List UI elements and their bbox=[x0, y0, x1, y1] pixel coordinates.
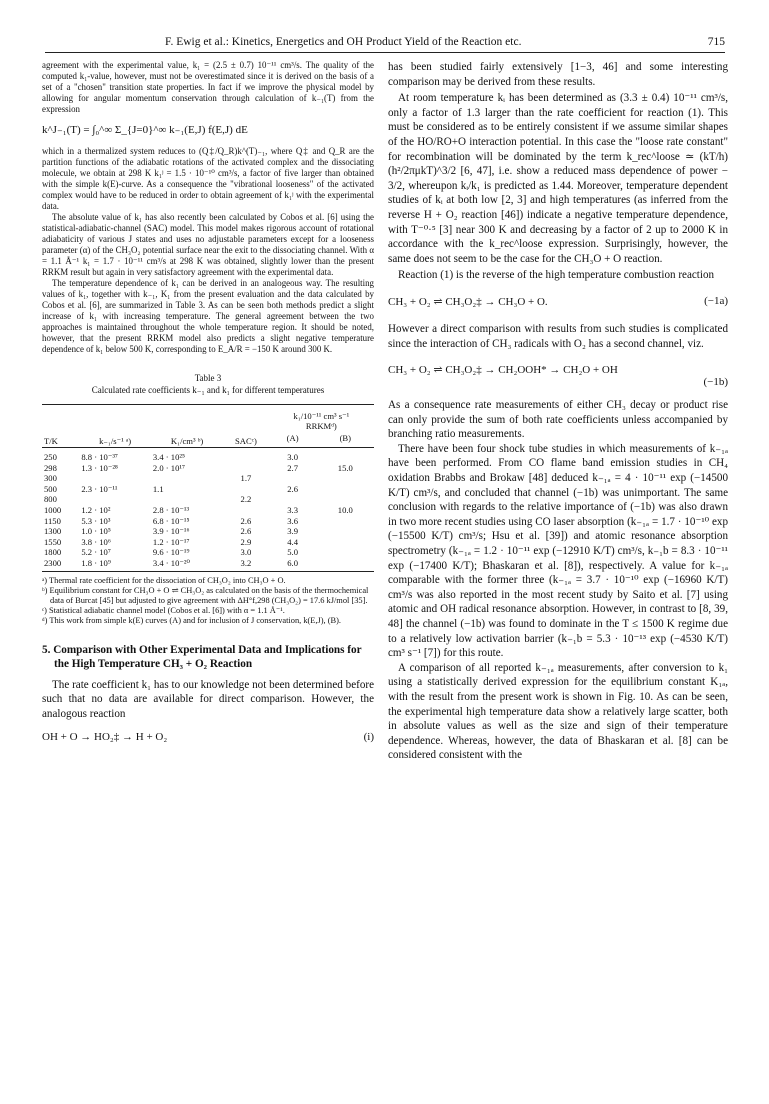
col-header-k1-group bbox=[269, 405, 374, 433]
table-row bbox=[42, 463, 374, 474]
cell-K1: 6.8 · 10⁻¹⁵ bbox=[152, 515, 190, 526]
k1-group-label: k₁/10⁻¹¹ cm³ s⁻¹ bbox=[293, 411, 350, 421]
equation-i bbox=[42, 731, 374, 743]
cell-K1: 2.8 · 10⁻¹³ bbox=[152, 504, 190, 515]
cell-SAC bbox=[223, 484, 268, 495]
cell-km1: 1.2 · 10² bbox=[81, 504, 111, 515]
cell-B bbox=[317, 526, 374, 537]
table-row bbox=[42, 452, 374, 463]
page-number: 715 bbox=[707, 36, 725, 48]
cell-K1 bbox=[151, 494, 223, 505]
cell-T: 1150 bbox=[44, 515, 61, 526]
cell-km1 bbox=[79, 494, 151, 505]
equation-1a bbox=[388, 295, 728, 308]
cell-SAC bbox=[223, 505, 268, 516]
left-paragraph-4: The temperature dependence of k₁ can be derived in an analogeous way. The resulting values of k₁, together with k₋₁, K₁ from the present evaluation and the data calculated by Cobos et al. [6], are summarized in Table 3. As can be seen both methods predict a slight increase of k₁ with increasing temperature. The general agreement between the two approaches is maintained throughout the whole temperature region. It should be noted, however, that the present RRKM model also predicts a slight negative temperature dependence of k₁ below 500 K, corresponding to E_A/R = −150 K around 300 K. bbox=[42, 278, 374, 354]
cell-km1: 1.3 · 10⁻²⁸ bbox=[81, 462, 118, 473]
cell-K1 bbox=[151, 473, 223, 484]
left-paragraph-5: The rate coefficient k₁ has to our knowledge not been determined before such that no data are available for direct comparison. However, the analogous reaction bbox=[42, 678, 374, 720]
cell-B bbox=[317, 516, 374, 527]
cell-B bbox=[317, 494, 374, 505]
right-paragraph-3: Reaction (1) is the reverse of the high temperature combustion reaction bbox=[398, 269, 715, 282]
cell-A bbox=[269, 494, 317, 505]
cell-B bbox=[317, 484, 374, 495]
cell-T: 500 bbox=[44, 483, 57, 494]
cell-B bbox=[317, 473, 374, 484]
col-header-km1: k₋₁/s⁻¹ ᵃ) bbox=[79, 405, 151, 448]
cell-B bbox=[317, 452, 374, 463]
right-paragraph-6: There have been four shock tube studies in which measurements of k₋₁ₐ have been performed. From CO flame band emission studies in CH₄ oxidation Brabbs and Brokaw [48] deduced k₋₁ₐ = 4 · 10⁻¹¹ exp (−14500 K/T) cm³/s, and concluded that channel (−1b) was unimportant. The same conclusion with regards to the relative importance of (−1b) was also drawn in two more recent studies using CO laser absorption (k₋₁ₐ = 1.7 · 10⁻¹⁰ exp (−15500 K/T) cm³/s; Hsu et al. [39]) and atomic resonance absorption spectrometry (k₋₁ₐ = 1.2 · 10⁻¹¹ exp (−12910 K/T) cm³/s, k₋₁b = 8.3 · 10⁻¹¹ exp (−17400 K/T); Bhaskaran et al. [8]), respectively. A value for k₋₁ₐ comparable with the former three (k₋₁ₐ = 3.7 · 10⁻¹⁰ exp (−16960 K/T) cm³/s was also reported in the most recent study by Saito et al. [7] using atomic and OH radical resonance absorption. However, in contrast to [8, 39, 48] the channel (−1b) was found to dominate in the T ≤ 1500 K regime due to a relatively low activation barrier (k₋₁b = 5.3 · 10⁻¹³ exp (−4530 K/T) cm³ s⁻¹ [7]) for this route. bbox=[388, 442, 728, 660]
cell-B: 10.0 bbox=[337, 504, 353, 515]
left-paragraph-1: agreement with the experimental value, k₁ = (2.5 ± 0.7) 10⁻¹¹ cm³/s. The quality of the computed k₁-value, however, must not be overestimated since it is derived on the basis of a set of a "chosen" transition state properties. In fact if we improve the physical model by allowing for angular momentum conservation through calculation of k₋₁(T) from the expression bbox=[42, 60, 374, 114]
table-row bbox=[42, 547, 374, 558]
equation-1a-text: CH₃ + O₂ ⇌ CH₃O₂‡ → CH₃O + O. bbox=[388, 295, 548, 308]
table-row bbox=[42, 473, 374, 484]
table-footnotes bbox=[42, 576, 374, 627]
cell-A: 6.0 bbox=[269, 558, 317, 571]
cell-K1: 3.4 · 10⁻²⁰ bbox=[151, 558, 223, 571]
cell-T: 1550 bbox=[44, 536, 62, 547]
equation-i-number: (i) bbox=[363, 731, 374, 744]
footnote-d: ᵈ) This work from simple k(E) curves (A) and for inclusion of J conservation, k(E,J), (B). bbox=[42, 616, 341, 626]
right-paragraph-5: As a consequence rate measurements of either CH₃ decay or product rise can only provide the sum of both rate coefficients unless accompanied by branching ratio measurements. bbox=[388, 399, 728, 441]
cell-SAC bbox=[223, 452, 268, 463]
right-paragraph-1: has been studied fairly extensively [1−3, 46] and some interesting comparison may be derived from these results. bbox=[388, 61, 728, 88]
section-heading: 5. Comparison with Other Experimental Data and Implications for the High Temperature CH₃ + O₂ Reaction bbox=[42, 643, 362, 671]
cell-SAC: 2.6 bbox=[240, 526, 252, 537]
left-column bbox=[42, 60, 374, 751]
cell-A: 3.3 bbox=[287, 504, 298, 515]
cell-K1: 1.2 · 10⁻¹⁷ bbox=[152, 536, 190, 547]
cell-SAC bbox=[223, 463, 268, 474]
cell-A: 3.0 bbox=[287, 452, 298, 462]
right-paragraph-4: However a direct comparison with results from such studies is complicated since the interaction of CH₃ radicals with O₂ has a second channel, viz. bbox=[388, 322, 728, 350]
cell-SAC: 2.2 bbox=[240, 494, 252, 505]
equation-1b-text: CH₃ + O₂ ⇌ CH₃O₂‡ → CH₂OOH* → CH₂O + OH bbox=[388, 364, 618, 377]
col-header-A: (A) bbox=[269, 432, 317, 448]
left-paragraph-3: The absolute value of k₁ has also recently been calculated by Cobos et al. [6] using the statistical-adiabatic-channel (SAC) model. This model makes rigorous account of rotational adiabaticity of various J states and uses no adjustable parameters except for a looseness parameter (α) of the CH₃O₂ potential surface near the exit to the dissociating channel. With α = 1.1 Å⁻¹ k₁ = 1.7 · 10⁻¹¹ cm³/s at 298 K was obtained, slightly lower than the present RRKM result but again in very satisfactory agreement with the experimental data. bbox=[42, 212, 374, 277]
cell-A: 2.6 bbox=[287, 483, 298, 494]
cell-B bbox=[317, 537, 374, 548]
cell-K1: 1.1 bbox=[152, 483, 164, 494]
cell-T: 1000 bbox=[44, 504, 62, 515]
equation-1a-number: (−1a) bbox=[704, 294, 728, 307]
rrkm-label: RRKMᵈ) bbox=[305, 421, 337, 431]
table-row bbox=[42, 516, 374, 527]
cell-km1: 3.8 · 10⁶ bbox=[81, 536, 111, 547]
cell-A: 3.9 bbox=[287, 526, 298, 537]
rate-table-body bbox=[42, 448, 374, 572]
equation-1b-number: (−1b) bbox=[703, 376, 728, 389]
col-header-K1: K₁/cm³ ᵇ) bbox=[151, 405, 223, 448]
cell-T: 300 bbox=[44, 473, 57, 484]
rate-table bbox=[42, 404, 374, 572]
cell-SAC: 2.6 bbox=[240, 515, 252, 526]
table-label: Table 3 bbox=[194, 373, 222, 383]
cell-B bbox=[317, 547, 374, 558]
cell-T: 800 bbox=[44, 494, 57, 505]
cell-K1: 3.4 · 10²⁵ bbox=[152, 452, 185, 462]
cell-K1: 2.0 · 10¹⁷ bbox=[152, 462, 185, 473]
table-caption: Calculated rate coefficients k₋₁ and k₁ for different temperatures bbox=[91, 384, 325, 395]
cell-B: 15.0 bbox=[337, 462, 353, 473]
cell-SAC: 3.0 bbox=[240, 547, 252, 558]
right-column bbox=[388, 60, 728, 763]
equation-1b bbox=[388, 363, 728, 388]
cell-B bbox=[317, 558, 374, 571]
right-paragraph-7: A comparison of all reported k₋₁ₐ measurements, after conversion to k₁ using a statistically derived expression for the equilibrium constant K₁ₐ, with the result from the present work is shown in Fig. 10. As can be seen, the experimental high temperature data show a relatively large scatter, both in absolute values as well as the size and sign of their temperature dependence. Whereas, however, the data of Bhaskaran et al. [8] can be considered consistent with the bbox=[388, 661, 728, 762]
col-header-B: (B) bbox=[317, 432, 374, 448]
cell-T: 1800 bbox=[44, 547, 62, 558]
cell-T: 2300 bbox=[42, 558, 79, 571]
table-row bbox=[42, 505, 374, 516]
cell-km1 bbox=[79, 473, 151, 484]
table-caption-block bbox=[42, 373, 374, 396]
cell-A: 5.0 bbox=[287, 547, 298, 558]
cell-km1: 5.2 · 10⁷ bbox=[81, 547, 111, 558]
cell-SAC: 2.9 bbox=[240, 536, 252, 547]
header-title: F. Ewig et al.: Kinetics, Energetics and OH Product Yield of the Reaction etc. bbox=[165, 36, 522, 48]
cell-A bbox=[269, 473, 317, 484]
table-row bbox=[42, 537, 374, 548]
cell-K1: 9.6 · 10⁻¹⁹ bbox=[152, 547, 190, 558]
footnote-b: ᵇ) Equilibrium constant for CH₃O + O ⇌ CH₃O₂ as calculated on the basis of the thermochemical data of Burcat [45] but adjusted to give agreement with ΔH°f,298 (CH₃O₂) = 17.6 kJ/mol [35]. bbox=[42, 585, 369, 605]
cell-A: 2.7 bbox=[287, 462, 298, 473]
left-paragraph-2: which in a thermalized system reduces to (Q‡/Q_R)k^(T)₋₁, where Q‡ and Q_R are the partition functions of the adiabatic rotations of the activated complex and the dissociating molecule, we obtain at 298 K k₁ʲ = 1.5 · 10⁻¹⁰ cm³/s, a factor of five larger than obtained with the simple k(E)-curve. As a consequence the "vibrational looseness" of the activated complex would have to be reduced in order to obtain agreement of k₁ʲ with the experimental data. bbox=[42, 146, 374, 211]
equation-i-text: OH + O → HO₂‡ → H + O₂ bbox=[42, 731, 168, 744]
table-row bbox=[42, 526, 374, 537]
cell-SAC: 3.2 bbox=[223, 558, 268, 571]
cell-K1: 3.9 · 10⁻¹⁶ bbox=[152, 526, 190, 537]
col-header-T: T/K bbox=[42, 405, 79, 448]
cell-T: 298 bbox=[44, 462, 57, 473]
footnote-a: ᵃ) Thermal rate coefficient for the dissociation of CH₃O₂ into CH₃O + O. bbox=[42, 575, 286, 585]
cell-km1: 1.8 · 10⁹ bbox=[79, 558, 151, 571]
cell-T: 1300 bbox=[44, 526, 62, 537]
footnote-c: ᶜ) Statistical adiabatic channel model (Cobos et al. [6]) with α = 1.1 Å⁻¹. bbox=[42, 606, 285, 616]
cell-km1: 5.3 · 10³ bbox=[81, 515, 111, 526]
cell-km1: 2.3 · 10⁻¹¹ bbox=[81, 483, 118, 494]
table-row bbox=[42, 558, 374, 571]
cell-km1: 1.0 · 10⁵ bbox=[81, 526, 111, 537]
right-paragraph-2: At room temperature kᵢ has been determined as (3.3 ± 0.4) 10⁻¹¹ cm³/s, only a factor of 1.3 larger than the rate coefficient for reaction (1). This must be considered as to be entirely consistent if we assume similar shapes of the HO/RO+O interaction potential. In this case the "loose rate constant" for recombination will be dominated by the term k_rec^loose ≃ (kT/h) (h²/2πμkT)^3/2 [6, 47], i.e. show a reduced mass dependence of power − 3/2, whereupon kᵢ/k₁ is predicted as 1.44. Moreover, temperature dependent studies of kᵢ at both low [2, 3] and high temperatures (as inferred from the reverse H + O₂ reaction [46]) indicate a negative temperature dependence, with T⁻⁰·⁵ [3] near 300 K and decreasing by a factor of 2 up to 2000 K in accordance with the k_rec^loose expression. Surprisingly, however, the same does not seem to be the case for the CH₃O + O reaction. bbox=[388, 92, 728, 265]
cell-A: 4.4 bbox=[287, 536, 298, 547]
cell-A: 3.6 bbox=[287, 515, 298, 526]
table-row bbox=[42, 494, 374, 505]
cell-SAC: 1.7 bbox=[240, 473, 252, 484]
running-header bbox=[45, 34, 725, 53]
equation-kJ: k^J₋₁(T) = ∫₀^∞ Σ_{J=0}^∞ k₋₁(E,J) f(E,J) dE bbox=[42, 124, 248, 136]
table-row bbox=[42, 484, 374, 495]
col-header-SAC: SACᶜ) bbox=[223, 405, 268, 448]
cell-T: 250 bbox=[44, 452, 57, 462]
cell-km1: 8.8 · 10⁻³⁷ bbox=[81, 452, 118, 462]
